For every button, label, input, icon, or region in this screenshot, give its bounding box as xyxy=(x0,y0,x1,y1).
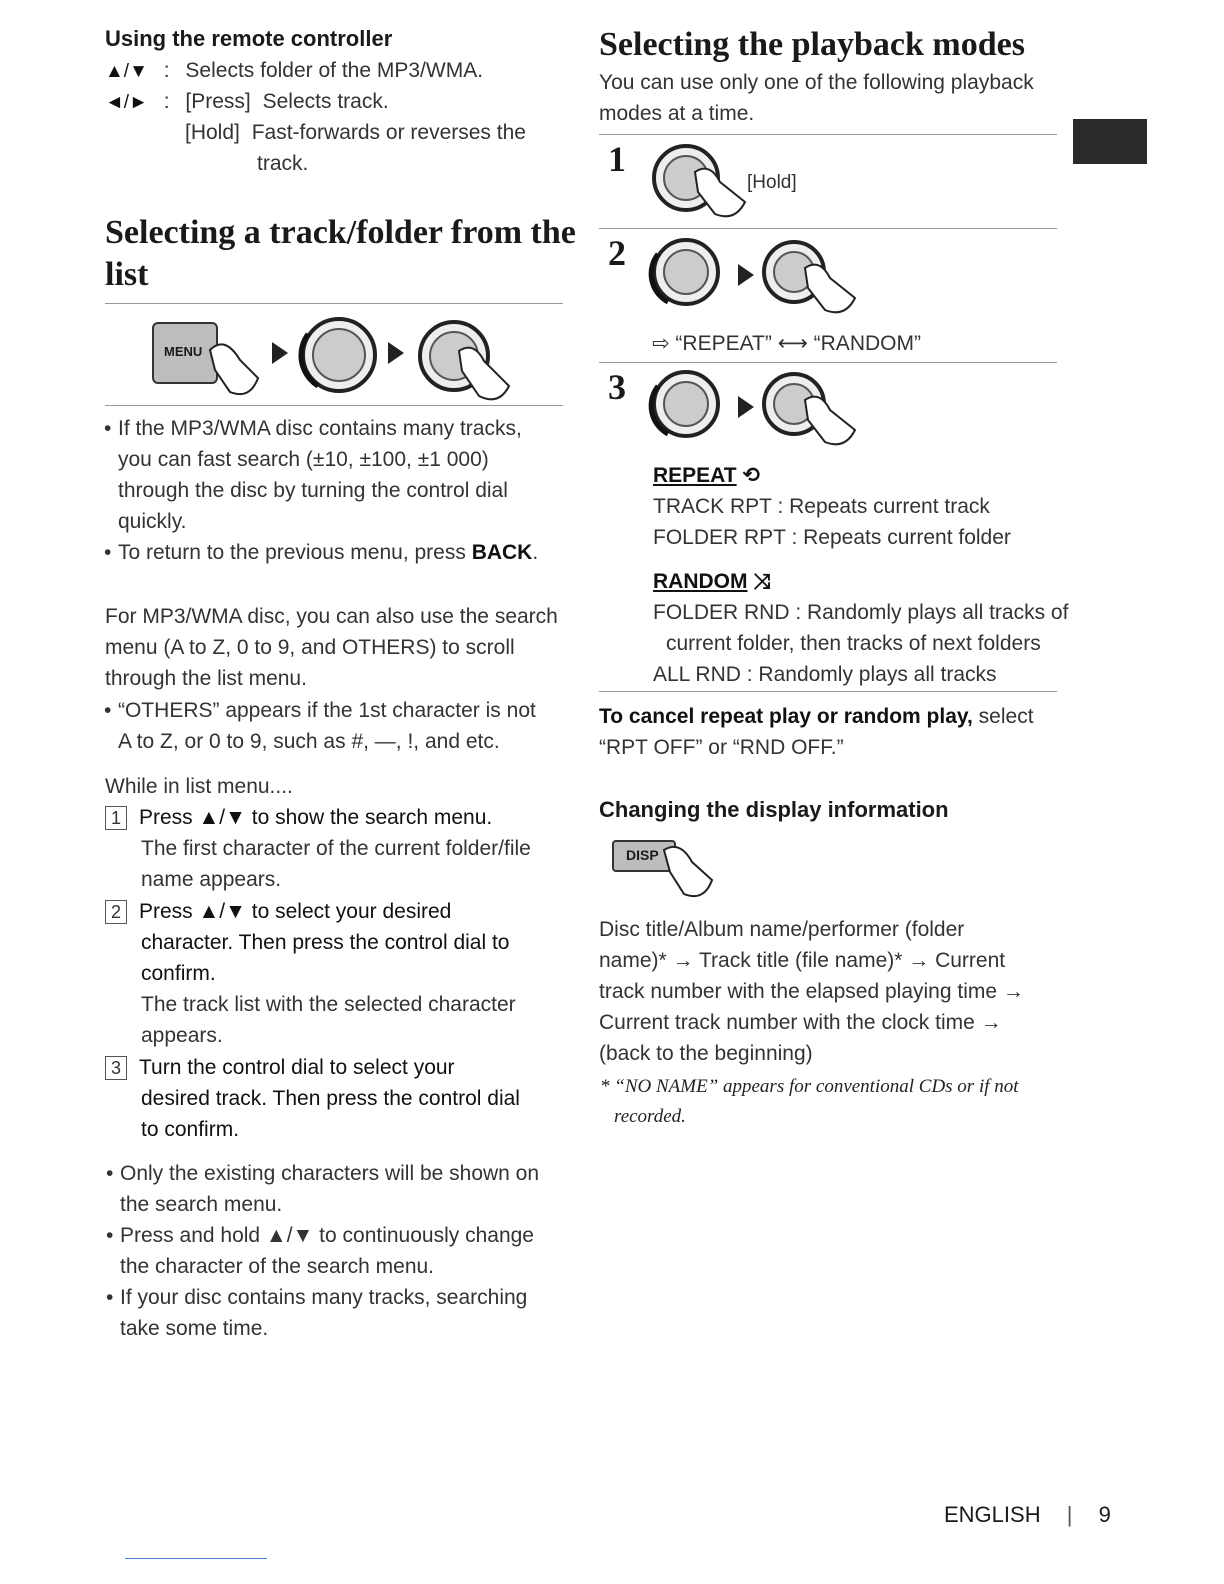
step1-number: 1 xyxy=(105,806,127,830)
repeat-heading xyxy=(653,460,760,491)
arrow-right-icon-2 xyxy=(384,338,408,368)
control-dial-icon[interactable] xyxy=(298,314,380,396)
remote-row-track: ◄/► : [Press] Selects track. xyxy=(105,90,389,113)
random-heading xyxy=(653,566,770,597)
step2-l3: confirm. xyxy=(141,962,216,985)
step-3 xyxy=(105,1052,520,1145)
random-folder: FOLDER RND : Randomly plays all tracks of xyxy=(653,601,1069,624)
shuffle-icon: ⤨ xyxy=(753,570,771,593)
remote-row-hold xyxy=(185,117,526,148)
footer-language: ENGLISH xyxy=(944,1502,1041,1527)
while-text: While in list menu.... xyxy=(105,775,293,798)
footnote xyxy=(600,1072,1019,1132)
hold-text: Fast-forwards or reverses the xyxy=(251,121,526,144)
list-title-line1: Selecting a track/folder from the xyxy=(105,214,576,251)
hold-label: [Hold] xyxy=(185,121,240,144)
random-label: RANDOM xyxy=(653,570,748,593)
playback-title: Selecting the playback modes xyxy=(599,26,1025,63)
random-items xyxy=(653,597,1068,690)
para-l1: For MP3/WMA disc, you can also use the search xyxy=(105,605,558,628)
note2-l2: the character of the search menu. xyxy=(120,1255,435,1278)
note1-l1: • Only the existing characters will be shown on xyxy=(120,1158,539,1189)
note3-l2: take some time. xyxy=(120,1317,269,1340)
section-tab xyxy=(1073,119,1147,164)
playback-step1-number: 1 xyxy=(608,139,626,179)
footer-separator: | xyxy=(1066,1502,1073,1527)
playback-intro xyxy=(599,67,1034,129)
display-l3: track number with the elapsed playing time → xyxy=(599,980,1024,1003)
para-l2: menu (A to Z, 0 to 9, and OTHERS) to scroll xyxy=(105,636,515,659)
random-folder-cont: current folder, then tracks of next folders xyxy=(666,632,1041,655)
cancel-note xyxy=(599,701,1034,763)
step3-l1: Turn the control dial to select your xyxy=(139,1056,455,1079)
left-right-keys: ◄/► xyxy=(105,92,148,113)
note2-l1: • Press and hold ▲/▼ to continuously change xyxy=(120,1220,539,1251)
bullet1-l2: you can fast search (±10, ±100, ±1 000) xyxy=(118,448,489,471)
repeat-label: REPEAT xyxy=(653,464,737,487)
display-l4: Current track number with the clock time → xyxy=(599,1011,1002,1034)
intro-l2: modes at a time. xyxy=(599,102,755,125)
arrow-right-icon xyxy=(268,338,292,368)
step2-l1: Press ▲/▼ to select your desired xyxy=(139,900,452,923)
step2-number: 2 xyxy=(105,900,127,924)
step1-instruction: Press ▲/▼ to show the search menu. xyxy=(139,806,493,829)
step2-desc-l2: appears. xyxy=(141,1024,223,1047)
display-sequence xyxy=(599,914,1024,1069)
step-1 xyxy=(105,802,531,895)
arrow-right-icon-step3 xyxy=(734,392,758,422)
footer-line xyxy=(125,1558,267,1559)
playback-step3-number: 3 xyxy=(608,367,626,407)
cancel-line2: “RPT OFF” or “RND OFF.” xyxy=(599,736,844,759)
others-bullet xyxy=(118,695,536,757)
notes xyxy=(120,1158,539,1344)
step1-desc-l2: name appears. xyxy=(141,868,282,891)
back-bullet xyxy=(118,537,538,568)
page-footer xyxy=(944,1502,1111,1528)
hand-press-icon xyxy=(200,330,270,400)
remote-row-folder: ▲/▼ : Selects folder of the MP3/WMA. xyxy=(105,59,484,82)
repeat-random-toggle: ⇨ “REPEAT” ⟷ “RANDOM” xyxy=(652,332,921,355)
step3-l2: desired track. Then press the control dial xyxy=(141,1087,520,1110)
cancel-bold: To cancel repeat play or random play, xyxy=(599,705,973,728)
display-l2: name)* → Track title (file name)* → Current xyxy=(599,949,1006,972)
press-text: Selects track. xyxy=(262,90,389,113)
playback-step2-number: 2 xyxy=(608,233,626,273)
list-section-title xyxy=(105,212,576,296)
repeat-items xyxy=(653,491,1011,553)
repeat-folder: FOLDER RPT : Repeats current folder xyxy=(653,526,1011,549)
repeat-icon: ⟲ xyxy=(742,464,761,487)
random-all: ALL RND : Randomly plays all tracks xyxy=(653,663,997,686)
hand-press-disp-icon xyxy=(660,840,730,902)
remote-row-folder-text: Selects folder of the MP3/WMA. xyxy=(185,59,484,82)
menu-button-label: MENU xyxy=(164,344,203,359)
display-l1: Disc title/Album name/performer (folder xyxy=(599,918,965,941)
dial-press-icon-step2[interactable] xyxy=(760,238,870,318)
control-dial-icon-step2[interactable] xyxy=(650,236,730,316)
press-label: [Press] xyxy=(185,90,251,113)
dial-hold-icon[interactable] xyxy=(650,142,760,222)
step2-l2: character. Then press the control dial to xyxy=(141,931,510,954)
page-number: 9 xyxy=(1098,1502,1111,1527)
back-button-label: BACK xyxy=(471,541,533,564)
step3-number: 3 xyxy=(105,1056,127,1080)
dial-press-icon-step3[interactable] xyxy=(760,370,870,450)
note3-l1: • If your disc contains many tracks, searching xyxy=(120,1282,539,1313)
intro-l1: You can use only one of the following playback xyxy=(599,71,1034,94)
footnote-l2: recorded. xyxy=(614,1106,686,1127)
arrow-right-icon-step2 xyxy=(734,260,758,290)
footnote-l1: * “NO NAME” appears for conventional CDs or if not xyxy=(600,1076,1019,1097)
bullet1-l1: • If the MP3/WMA disc contains many tracks, xyxy=(118,413,538,444)
para-l3: through the list menu. xyxy=(105,667,307,690)
hold-label-step1: [Hold] xyxy=(747,172,797,193)
step3-l3: to confirm. xyxy=(141,1118,240,1141)
search-menu-para xyxy=(105,601,558,694)
display-heading: Changing the display information xyxy=(599,797,949,822)
list-title-line2: list xyxy=(105,256,149,293)
step1-desc-l1: The first character of the current folder/file xyxy=(141,837,531,860)
bullet1-l4: quickly. xyxy=(118,510,187,533)
cancel-rest: select xyxy=(972,705,1034,728)
up-down-keys: ▲/▼ xyxy=(105,61,148,82)
remote-heading: Using the remote controller xyxy=(105,26,393,51)
others-l1: • “OTHERS” appears if the 1st character is not xyxy=(118,695,536,726)
back-bullet-prefix: To return to the previous menu, press xyxy=(118,541,472,564)
control-dial-icon-step3[interactable] xyxy=(650,368,730,448)
step2-desc-l1: The track list with the selected character xyxy=(141,993,516,1016)
back-bullet-suffix: . xyxy=(532,541,539,564)
repeat-track: TRACK RPT : Repeats current track xyxy=(653,495,990,518)
control-dial-press-icon[interactable] xyxy=(414,316,514,398)
bullet1-l3: through the disc by turning the control dial xyxy=(118,479,508,502)
note1-l2: the search menu. xyxy=(120,1193,283,1216)
display-l5: (back to the beginning) xyxy=(599,1042,813,1065)
fast-search-bullet xyxy=(118,413,538,568)
disp-button-label: DISP xyxy=(626,847,659,863)
others-l2: A to Z, or 0 to 9, such as #, —, !, and etc. xyxy=(118,730,500,753)
hold-text-cont: track. xyxy=(257,152,309,175)
step-2 xyxy=(105,896,516,1051)
